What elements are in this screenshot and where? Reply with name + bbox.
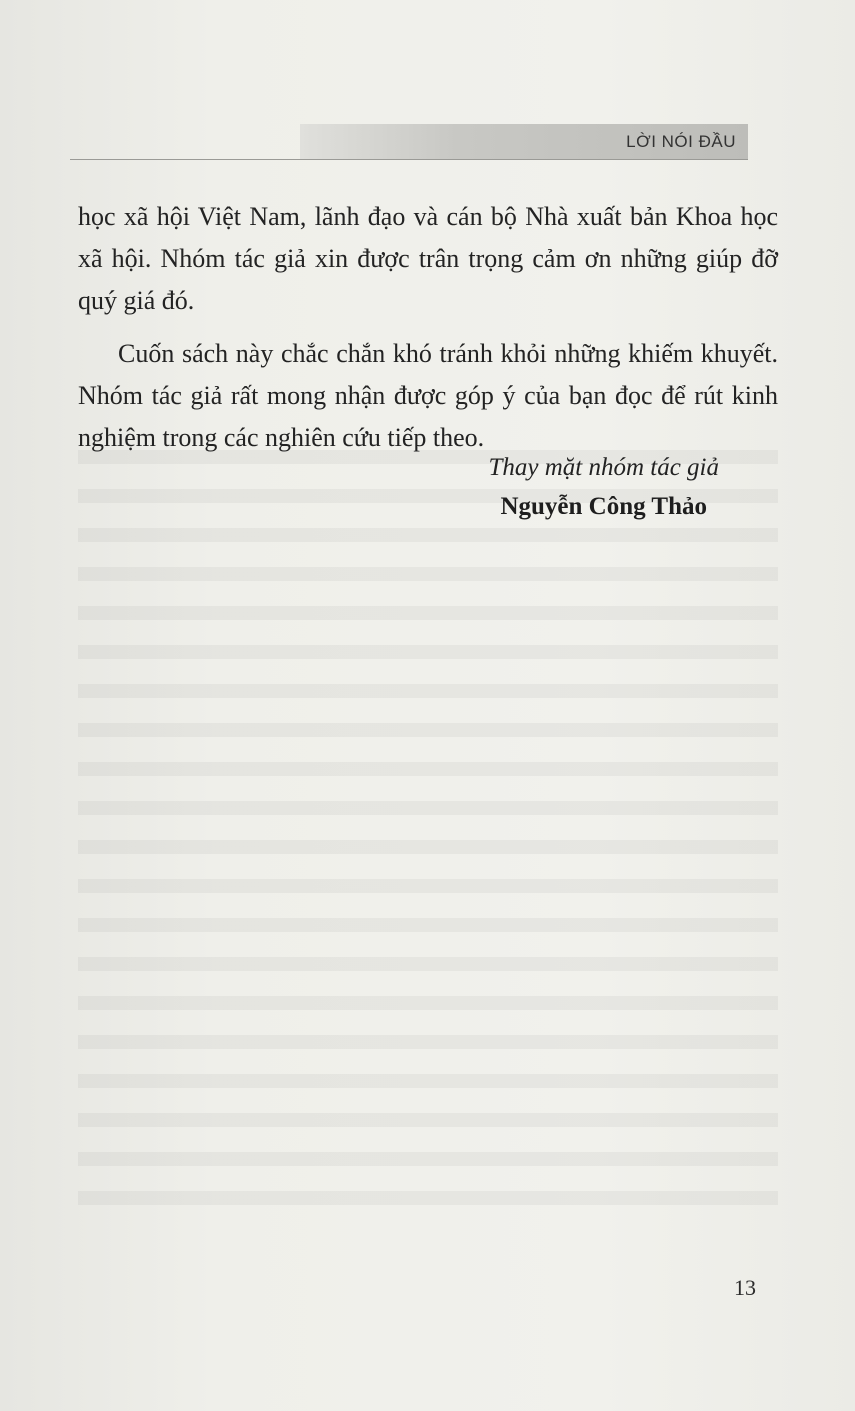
paragraph-apology: Cuốn sách này chắc chắn khó tránh khỏi những khiếm khuyết. Nhóm tác giả rất mong nhận được góp ý của bạn đọc để rút kinh nghiệm trong các nghiên cứu tiếp theo. [78, 339, 778, 452]
running-head: LỜI NÓI ĐẦU [626, 132, 736, 151]
reverse-side-bleed-through [78, 420, 778, 1240]
signature-name: Nguyễn Công Thảo [500, 493, 707, 520]
bleed-text-lines [78, 430, 778, 1230]
paragraph-acknowledgement: học xã hội Việt Nam, lãnh đạo và cán bộ Nhà xuất bản Khoa học xã hội. Nhóm tác giả xin được trân trọng cảm ơn những giúp đỡ quý giá đó. [78, 202, 778, 315]
header-rule [70, 159, 748, 160]
body-text [78, 196, 778, 459]
running-head-band [300, 124, 748, 160]
page-number: 13 [734, 1275, 756, 1300]
signature-role: Thay mặt nhóm tác giả [488, 454, 719, 481]
